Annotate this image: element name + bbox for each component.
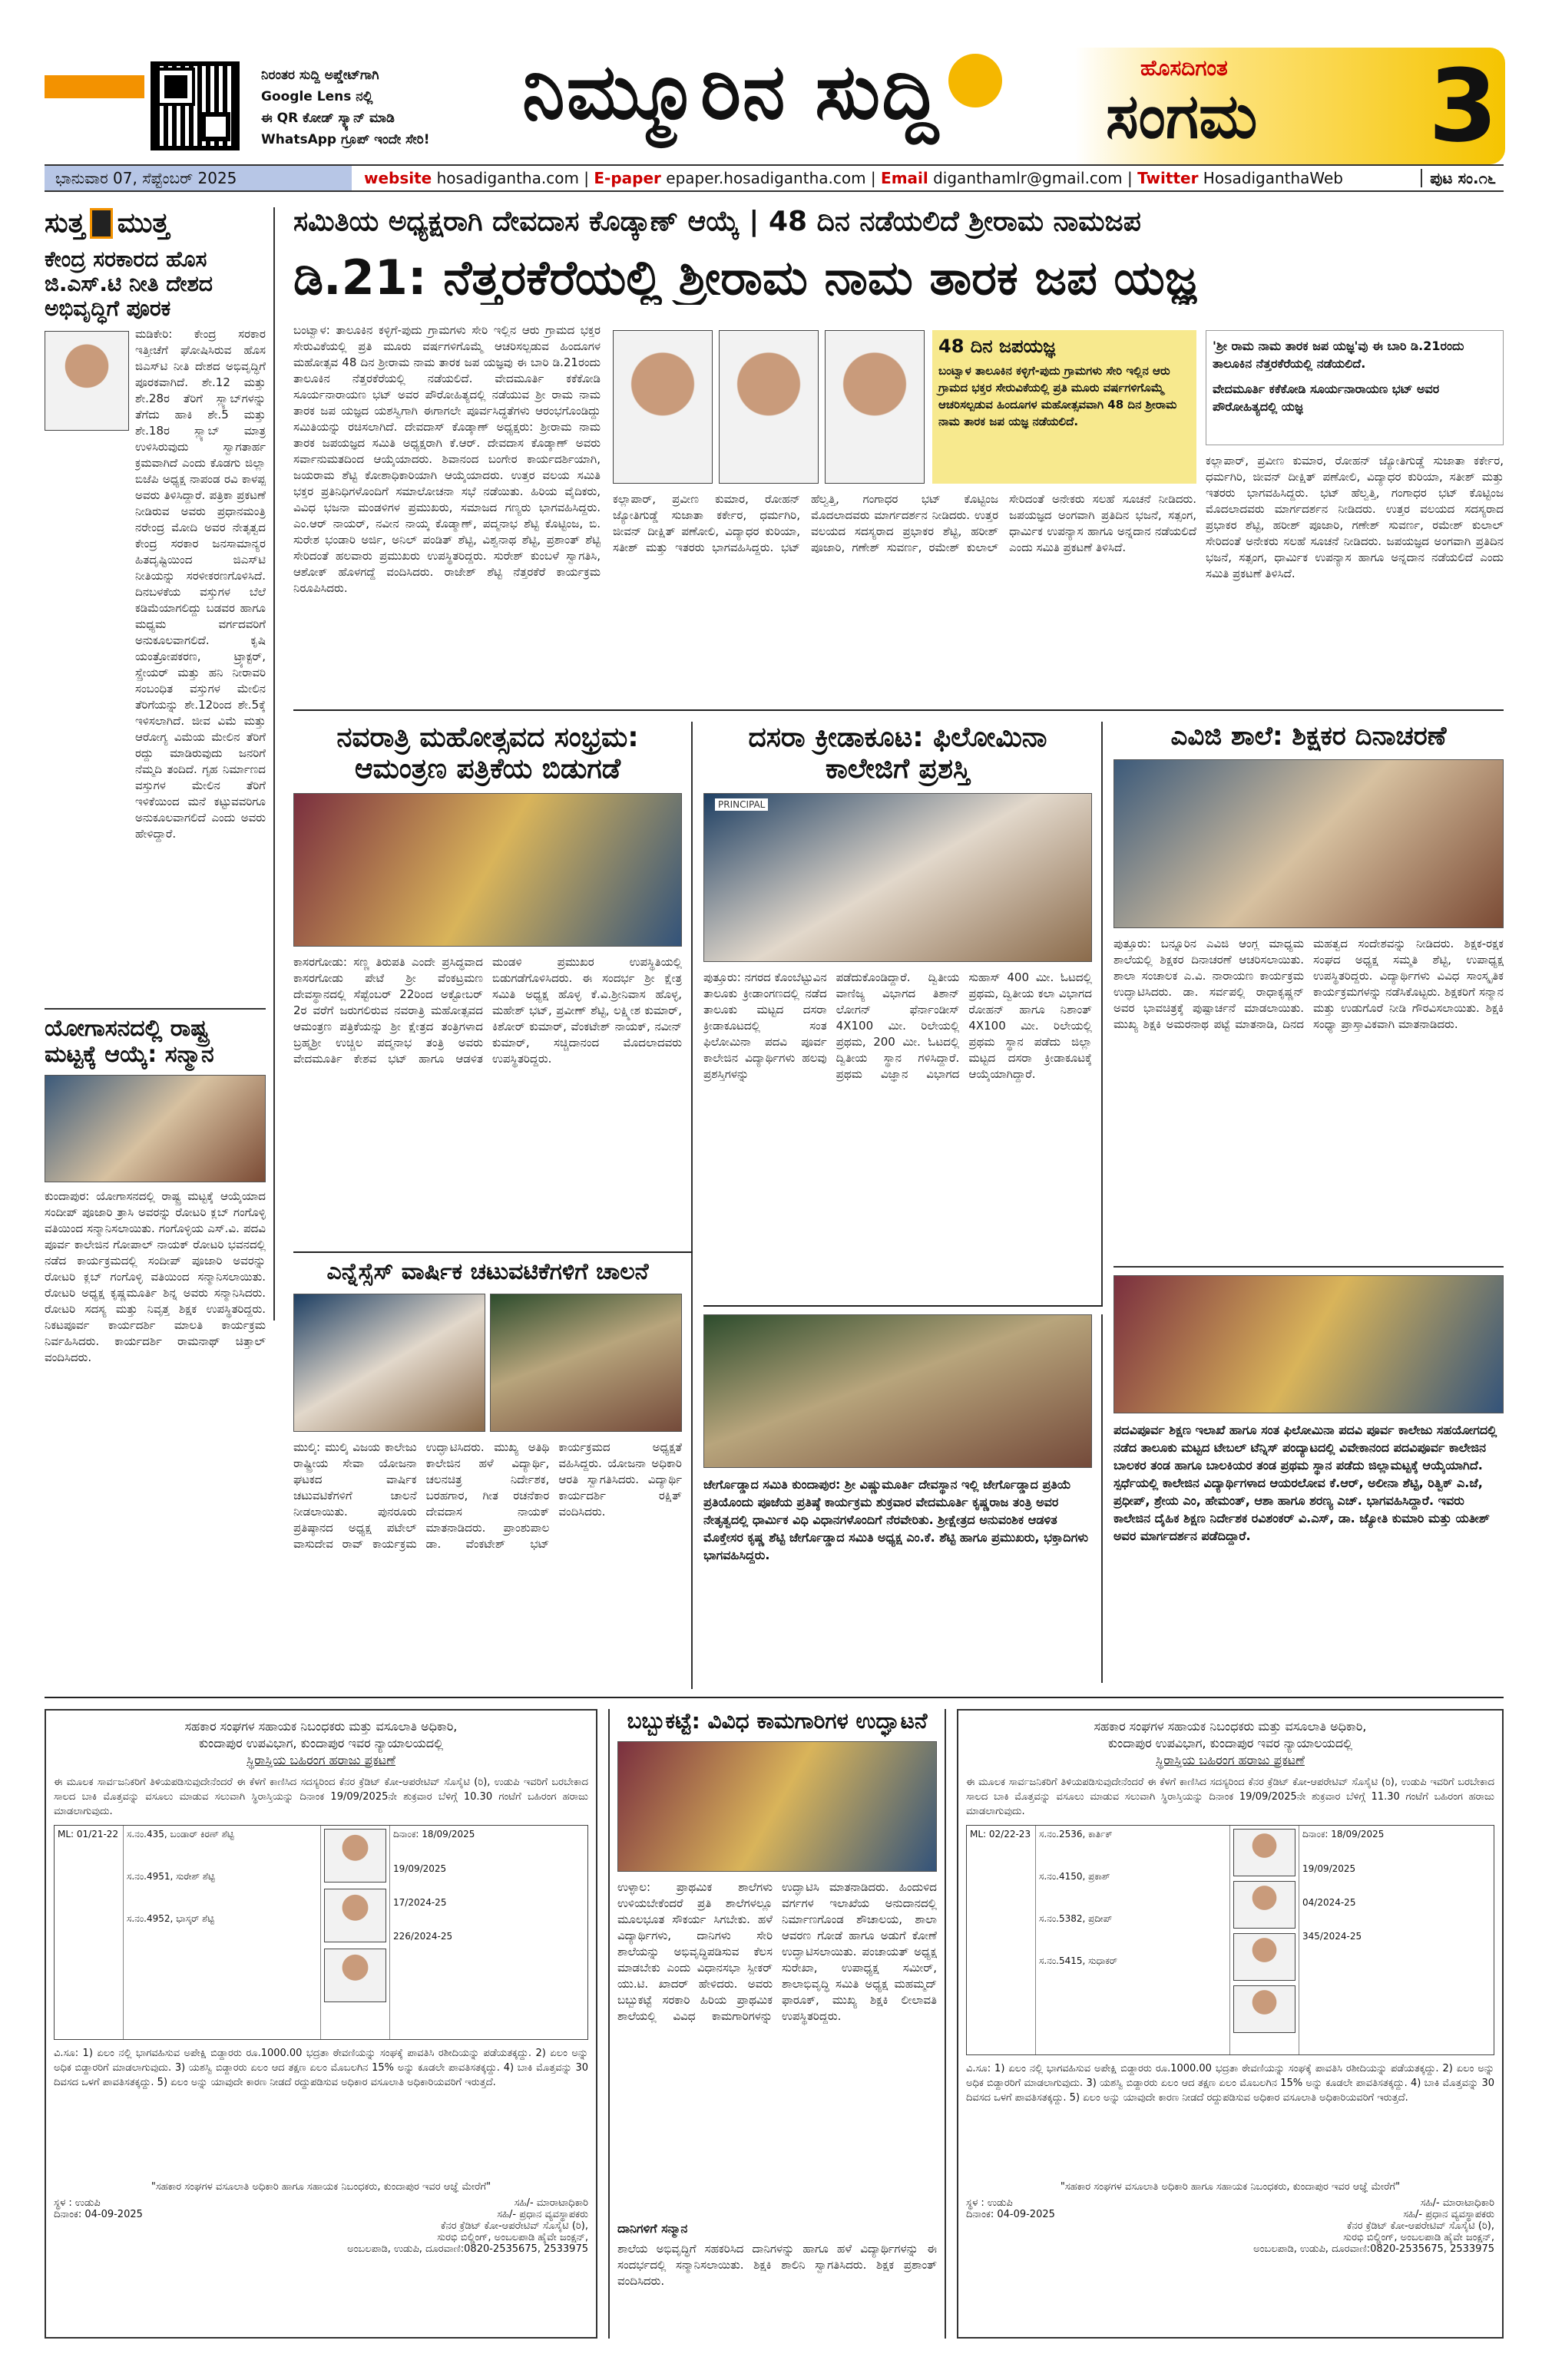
navaratri-headline: ನವರಾತ್ರಿ ಮಹೋತ್ಸವದ ಸಂಭ್ರಮ: ಆಮಂತ್ರಣ ಪತ್ರಿಕೆಯ ಬಿಡುಗಡೆ [336, 722, 639, 785]
ad2-row: ಸ.ನಂ.5382, ಪ್ರದೀಪ್ [1039, 1913, 1113, 1924]
dasara-story [703, 722, 1103, 1305]
ad1-details [390, 1826, 587, 2039]
bettu-subhead: ದಾನಿಗಳಿಗೆ ಸನ್ಮಾನ [617, 2221, 688, 2236]
ad2-place-date [966, 2197, 1055, 2255]
masthead-title: ನಿಮ್ಮೂರಿನ ಸುದ್ದಿ [522, 46, 940, 137]
ad2-case: ML: 02/22-23 [967, 1826, 1036, 2054]
puja-story [703, 1314, 1103, 1683]
borrower-photo [1233, 1933, 1295, 1981]
ad1-date-label: ದಿನಾಂಕ: 18/09/2025 [393, 1829, 475, 1840]
ad1-auction-date: 19/09/2025 [393, 1863, 447, 1874]
ad2-date: ದಿನಾಂಕ: 04-09-2025 [966, 2209, 1055, 2220]
brand-name: ಹೊಸದಿಗಂತ [1140, 55, 1228, 81]
ad1-row: ಸ.ನಂ.4951, ಸುರೇಶ್ ಶೆಟ್ಟಿ [127, 1871, 215, 1882]
bettu-subtext: ಶಾಲೆಯ ಅಭಿವೃದ್ಧಿಗೆ ಸಹಕರಿಸಿದ ದಾನಿಗಳನ್ನು ಹಾಗೂ ಹಳೆ ವಿದ್ಯಾರ್ಥಿಗಳನ್ನು ಈ ಸಂದರ್ಭದಲ್ಲಿ ಸನ್ಮಾನಿಸಲಾಯಿತು. ಶಿಕ್ಷಕಿ ಶಾಲಿನಿ ಸ್ವಾಗತಿಸಿದರು. ಶಿಕ್ಷಕ ಪ್ರಶಾಂತ್ ವಂದಿಸಿದರು. [617, 2241, 937, 2288]
ad2-place: ಸ್ಥಳ : ಉಡುಪಿ [966, 2197, 1013, 2209]
nss-photos [293, 1294, 682, 1432]
ad2-phone: ಅಂಬಲಪಾಡಿ, ಉಡುಪಿ, ದೂರವಾಣಿ:0820-2535675, 2533975 [1253, 2243, 1494, 2255]
ad1-terms: ವಿ.ಸೂ: 1) ಏಲಂ ನಲ್ಲಿ ಭಾಗವಹಿಸುವ ಅಪೇಕ್ಷಿ ಬಿಡ್ದಾರರು ರೂ.1000.00 ಭದ್ರತಾ ಠೇವಣಿಯನ್ನು ಸಂಘಕ್ಕೆ ಪಾವತಿಸಿ ರಶೀದಿಯನ್ನು ಪಡೆಯತಕ್ಕದ್ದು. 2) ಏಲಂ ಅನ್ನು ಅಧಿಕ ಬಿಡ್ದಾರರಿಗೆ ಮಾಡಲಾಗುವುದು. 3) ಯಶಸ್ವಿ ಬಿಡ್ದಾರರು ಏಲಂ ಆದ ತಕ್ಷಣ ಏಲಂ ಮೊಬಲಗಿನ 15% ಅನ್ನು ಕೂಡಲೇ ಪಾವತಿಸತಕ್ಕದ್ದು. 4) ಬಾಕಿ ಮೊತ್ತವನ್ನು 30 ದಿವಸದ ಒಳಗೆ ಪಾವತಿಸತಕ್ಕದ್ದು. 5) ಏಲಂ ಅನ್ನು ಯಾವುದೇ ಕಾರಣ ನೀಡದೆ ರದ್ದುಪಡಿಸುವ ಅಧಿಕಾರ ವಸೂಲಾತಿ ಅಧಿಕಾರಿಯವರಿಗೆ ಇರುತ್ತದೆ. [54, 2048, 588, 2088]
qr-code-icon[interactable] [151, 61, 240, 150]
portrait-1 [613, 330, 713, 484]
info-box [932, 330, 1196, 484]
tabletennis-photo [1113, 1275, 1504, 1413]
ad1-footer [54, 2197, 588, 2255]
borrower-photo [324, 1829, 386, 1883]
page-count: ಪುಟ ಸಂ.೧೬ [1421, 169, 1504, 187]
qr-line: Google Lens ನಲ್ಲಿ [261, 89, 373, 104]
ad1-case2: 17/2024-25 [393, 1897, 447, 1908]
info-box-title: 48 ದಿನ ಜಪಯಜ್ಞ [938, 336, 1056, 357]
navaratri-story [293, 722, 693, 1259]
borrower-photo [324, 1889, 386, 1942]
ad1-intro: ಈ ಮೂಲಕ ಸಾರ್ವಜನಿಕರಿಗೆ ತಿಳಿಯಪಡಿಸುವುದೇನೆಂದರೆ ಈ ಕೆಳಗೆ ಕಾಣಿಸಿದ ಸದಸ್ಯರಿಂದ ಕೆನರ ಕ್ರೆಡಿಟ್ ಕೋ-ಆಪರೇಟಿವ್ ಸೊಸೈಟಿ (ರಿ), ಉಡುಪಿ ಇವರಿಗೆ ಬರಬೇಕಾದ ಸಾಲದ ಬಾಕಿ ಮೊತ್ತವನ್ನು ವಸೂಲು ಮಾಡುವ ಸಲುವಾಗಿ ಸ್ಥಿರಾಸ್ತಿಯನ್ನು ದಿನಾಂಕ 19/09/2025ನೇ ಶುಕ್ರವಾರ ಬೆಳಿಗ್ಗೆ 10.30 ಗಂಟೆಗೆ ಬಹಿರಂಗ ಹರಾಜು ಮಾಡಲಾಗುವುದು. [54, 1777, 588, 1817]
qr-line: ನಿರಂತರ ಸುದ್ದಿ ಅಪ್ಡೇಟ್‌ಗಾಗಿ [261, 68, 379, 83]
header-accent-bar [45, 75, 144, 98]
story1-headline: ಕೇಂದ್ರ ಸರಕಾರದ ಹೊಸ ಜಿ.ಎಸ್.ಟಿ ನೀತಿ ದೇಶದ ಅಭಿವೃದ್ಧಿಗೆ ಪೂರಕ [45, 246, 213, 322]
ad1-place-date [54, 2197, 143, 2255]
ad2-sign1: ಸಹಿ/- ಮಾರಾಟಾಧಿಕಾರಿ [1420, 2197, 1494, 2209]
bullet-1: 'ಶ್ರೀ ರಾಮ ನಾಮ ತಾರಕ ಜಪ ಯಜ್ಞ'ವು ಈ ಬಾರಿ ಡಿ.21ರಂದು ತಾಲೂಕಿನ ನೆತ್ತರಕೆರೆಯಲ್ಲಿ ನಡೆಯಲಿದೆ. [1213, 339, 1464, 371]
ad1-sign1: ಸಹಿ/- ಮಾರಾಟಾಧಿಕಾರಿ [514, 2197, 588, 2209]
door-icon [90, 208, 113, 239]
borrower-photo [1233, 1985, 1295, 2033]
info-box-text: ಬಂಟ್ವಾಳ ತಾಲೂಕಿನ ಕಳ್ಳಿಗೆ-ಪುದು ಗ್ರಾಮಗಳು ಸೇರಿ ಇಲ್ಲಿನ ಆರು ಗ್ರಾಮದ ಭಕ್ತರ ಸೇರುವಿಕೆಯಲ್ಲಿ ಪ್ರತಿ ಮೂರು ವರ್ಷಗಳಿಗೊಮ್ಮೆ ಆಚರಿಸಲ್ಪಡುವ ಹಿಂದೂಗಳ ಮಹೋತ್ಸವವಾಗಿ 48 ದಿನ ಶ್ರೀರಾಮ ನಾಮ ತಾರಕ ಜಪ ಯಜ್ಞ ನಡೆಯಲಿದೆ. [938, 363, 1177, 428]
bullet-2: ವೇದಮೂರ್ತಿ ಕಕೆಕೋಡಿ ಸೂರ್ಯನಾರಾಯಣ ಭಟ್ ಅವರ ಪೌರೋಹಿತ್ಯದಲ್ಲಿ ಯಜ್ಞ [1213, 382, 1440, 414]
nss-headline: ಎನ್ನೆಸ್ಸೆಸ್ ವಾರ್ಷಿಕ ಚಟುವಟಿಕೆಗಳಿಗೆ ಚಾಲನೆ [326, 1258, 649, 1285]
puja-photo [703, 1314, 1092, 1468]
page-number: 3 [1428, 48, 1498, 164]
epaper-label: E-paper [594, 169, 661, 187]
author-portrait [45, 331, 129, 431]
ad1-signoff: "ಸಹಕಾರ ಸಂಘಗಳ ವಸೂಲಾತಿ ಅಧಿಕಾರಿ ಹಾಗೂ ಸಹಾಯಕ ನಿಬಂಧಕರು, ಕುಂದಾಪುರ ಇವರ ಆಜ್ಞೆ ಮೇರೆಗೆ" [151, 2181, 491, 2193]
ad1-title [54, 1718, 588, 1769]
ad2-title3: ಸ್ಥಿರಾಸ್ತಿಯ ಬಹಿರಂಗ ಹರಾಜು ಪ್ರಕಟಣೆ [1156, 1753, 1305, 1767]
ad1-date: ದಿನಾಂಕ: 04-09-2025 [54, 2209, 143, 2220]
portrait-2 [719, 330, 819, 484]
navaratri-body: ಕಾಸರಗೋಡು: ಸಣ್ಣ ತಿರುಪತಿ ಎಂದೇ ಪ್ರಸಿದ್ಧವಾದ ಕಾಸರಗೋಡು ಪೇಟೆ ಶ್ರೀ ವೆಂಕಟ್ರಮಣ ದೇವಸ್ಥಾನದಲ್ಲಿ ಸೆಪ್ಟೆಂಬರ್ 22ರಿಂದ ಅಕ್ಟೋಬರ್ 2ರ ವರೆಗೆ ಜರುಗಲಿರುವ ನವರಾತ್ರಿ ಮಹೋತ್ಸವದ ಆಮಂತ್ರಣ ಪತ್ರಿಕೆಯನ್ನು ಶ್ರೀ ಕ್ಷೇತ್ರದ ತಂತ್ರಿಗಳಾದ ಬ್ರಹ್ಮಶ್ರೀ ಉಚ್ಚಿಲ ಪದ್ಮನಾಭ ತಂತ್ರಿ ಅವರು ವೇದಮೂರ್ತಿ ಕೇಶವ ಭಟ್ ಹಾಗೂ ಆಡಳಿತ ಮಂಡಳಿ ಪ್ರಮುಖರ ಉಪಸ್ಥಿತಿಯಲ್ಲಿ ಬಿಡುಗಡೆಗೊಳಿಸಿದರು. ಈ ಸಂದರ್ಭ ಶ್ರೀ ಕ್ಷೇತ್ರ ಸಮಿತಿ ಅಧ್ಯಕ್ಷ ಹೊಳ್ಳ ಕೆ.ವಿ.ಶ್ರೀನಿವಾಸ ಹೊಳ್ಳ, ಮಹೇಶ್ ಭಟ್, ಪ್ರವೀಣ್ ಶೆಟ್ಟಿ, ಲಕ್ಷ್ಮೀಶ ಕುಮಾರ್, ಕಿಶೋರ್ ಕುಮಾರ್, ವೆಂಕಟೇಶ್ ನಾಯಕ್, ನವೀನ್ ಕುಮಾರ್, ಸಚ್ಚಿದಾನಂದ ಮೊದಲಾದವರು ಉಪಸ್ಥಿತರಿದ್ದರು. [293, 954, 682, 1066]
borrower-photo [324, 1949, 386, 2002]
ad2-details [1299, 1826, 1494, 2054]
ad2-auction-date: 19/09/2025 [1302, 1863, 1356, 1874]
ad2-signoff: "ಸಹಕಾರ ಸಂಘಗಳ ವಸೂಲಾತಿ ಅಧಿಕಾರಿ ಹಾಗೂ ಸಹಾಯಕ ನಿಬಂಧಕರು, ಕುಂದಾಪುರ ಇವರ ಆಜ್ಞೆ ಮೇರೆಗೆ" [1060, 2181, 1401, 2193]
ad2-signatures [1253, 2197, 1494, 2255]
website-link[interactable]: hosadigantha.com [436, 169, 579, 187]
borrower-photo [1233, 1881, 1295, 1929]
lead-body: ಬಂಟ್ವಾಳ: ತಾಲೂಕಿನ ಕಳ್ಳಿಗೆ-ಪುದು ಗ್ರಾಮಗಳು ಸೇರಿ ಇಲ್ಲಿನ ಆರು ಗ್ರಾಮದ ಭಕ್ತರ ಸೇರುವಿಕೆಯಲ್ಲಿ ಪ್ರತಿ ಮೂರು ವರ್ಷಗಳಿಗೊಮ್ಮೆ ಆಚರಿಸಲ್ಪಡುವ ಹಿಂದೂಗಳ ಮಹೋತ್ಸವ 48 ದಿನ ಶ್ರೀರಾಮ ನಾಮ ತಾರಕ ಜಪ ಯಜ್ಞವು ಈ ಬಾರಿ ಡಿ.21ರಂದು ತಾಲೂಕಿನ ನೆತ್ತರಕೆರೆಯಲ್ಲಿ ನಡೆಯಲಿದೆ. ವೇದಮೂರ್ತಿ ಕಕೆಕೋಡಿ ಸೂರ್ಯನಾರಾಯಣ ಭಟ್ ಅವರ ಪೌರೋಹಿತ್ಯದಲ್ಲಿ ನಡೆಯುವ ಶ್ರೀ ರಾಮ ನಾಮ ತಾರಕ ಜಪ ಯಜ್ಞದ ಯಶಸ್ವಿಗಾಗಿ ಈಗಾಗಲೇ ಪೂರ್ವಸಿದ್ಧತೆಗಳು ಆರಂಭಗೊಂಡಿದ್ದು ಸಮಿತಿಯನ್ನು ರಚಿಸಲಾಗಿದೆ. ದೇವದಾಸ್ ಕೊಡ್ಕಾಣ್ ಅಧ್ಯಕ್ಷರು: ಶ್ರೀರಾಮ ನಾಮ ತಾರಕ ಜಪಯಜ್ಞದ ಸಮಿತಿ ಅಧ್ಯಕ್ಷರಾಗಿ ಕೆ.ಆರ್. ದೇವದಾಸ ಕೊಡ್ಕಾಣ್ ಅವರು ಸರ್ವಾನುಮತದಿಂದ ಆಯ್ಕೆಯಾದರು. ಶಿವಾನಂದ ಬಂಗೇರ ಕಾರ್ಯದರ್ಶಿಯಾಗಿ, ಜಯರಾಮ ಶೆಟ್ಟಿ ಕೋಶಾಧಿಕಾರಿಯಾಗಿ ಆಯ್ಕೆಯಾದರು. ಉತ್ತರ ವಲಯ ಸಮಿತಿ ಭಕ್ತರ ಪ್ರತಿನಿಧಿಗಳೊಂದಿಗೆ ಸಮಾಲೋಚನಾ ಸಭೆ ನಡೆಯಿತು. ಹಿರಿಯ ವೈದಿಕರು, ವಿವಿಧ ಭಜನಾ ಮಂಡಳಿಗಳ ಪ್ರಮುಖರು, ಸಮಾಜದ ಗಣ್ಯರು ಭಾಗವಹಿಸಿದ್ದರು. ಎಂ.ಆರ್ ನಾಯರ್, ನವೀನ ನಾಯ್ಕ ಕೊಡ್ಮಾಣ್, ಪದ್ಮನಾಭ ಶೆಟ್ಟಿ ಕೊಟ್ಟಿಂಜ, ಬಿ. ಸುರೇಶ ಭಂಡಾರಿ ಅರ್ಜಿ, ಅನಿಲ್ ಪಂಡಿತ್ ಶೆಟ್ಟಿ, ವಿಶ್ವನಾಥ ಶೆಟ್ಟಿ, ಪ್ರಶಾಂತ್ ಶೆಟ್ಟಿ ಸೇರಿದಂತೆ ಹಲವಾರು ಪ್ರಮುಖರು ಉಪಸ್ಥಿತರಿದ್ದರು. ಸುರೇಶ್ ಕುಂಬಳೆ ಸ್ವಾಗತಿಸಿ, ಆಶೋಕ್ ಹೊಳಗದ್ದೆ ವಂದಿಸಿದರು. ರಾಜೇಶ್ ಶೆಟ್ಟಿ ನೆತ್ತರಕೆರೆ ಕಾರ್ಯಕ್ರಮ ನಿರೂಪಿಸಿದರು. [293, 323, 601, 595]
email-link[interactable]: diganthamlr@gmail.com [933, 169, 1123, 187]
section-title-b: ಮುತ್ತ [117, 207, 170, 239]
website-label: website [364, 169, 432, 187]
ad2-row: ಸ.ನಂ.2536, ಕಾರ್ತಿಕ್ [1039, 1829, 1113, 1840]
ad2-row: ಸ.ನಂ.5415, ಸುಧಾಕರ್ [1039, 1955, 1117, 1966]
avg-headline: ಎವಿಜಿ ಶಾಲೆ: ಶಿಕ್ಷಕರ ದಿನಾಚರಣೆ [1170, 721, 1447, 752]
email-label: Email [881, 169, 928, 187]
date-bar [45, 164, 1504, 192]
avg-story [1113, 722, 1504, 1681]
ad2-society: ಕೆನರ ಕ್ರೆಡಿಟ್ ಕೋ-ಆಪರೇಟಿವ್ ಸೊಸೈಟಿ (ರಿ), [1347, 2220, 1494, 2232]
ad1-sign2: ಸಹಿ/- ಪ್ರಧಾನ ವ್ಯವಸ್ಥಾಪಕರು [497, 2209, 588, 2220]
twitter-link[interactable]: HosadiganthaWeb [1203, 169, 1344, 187]
ad1-signatures [347, 2197, 588, 2255]
ad2-date-label: ದಿನಾಂಕ: 18/09/2025 [1302, 1829, 1385, 1840]
lead-kicker [293, 206, 1504, 246]
ad2-footer [966, 2197, 1494, 2255]
bettu-headline: ಬಬ್ಬುಕಟ್ಟೆ: ವಿವಿಧ ಕಾಮಗಾರಿಗಳ ಉದ್ಘಾಟನೆ [627, 1708, 928, 1734]
lead-headline: ಡಿ.21: ನೆತ್ತರಕೆರೆಯಲ್ಲಿ ಶ್ರೀರಾಮ ನಾಮ ತಾರಕ ಜಪ ಯಜ್ಞ [293, 250, 1197, 306]
contact-line: website hosadigantha.com | E-paper epaper.hosadigantha.com | Email diganthamlr@gmail.com | Twitter HosadiganthaWeb [364, 169, 1344, 187]
bettu-photo [617, 1741, 937, 1872]
epaper-link[interactable]: epaper.hosadigantha.com [666, 169, 866, 187]
auction-notice-2 [957, 1709, 1504, 2339]
dasara-headline: ದಸರಾ ಕ್ರೀಡಾಕೂಟ: ಫಿಲೋಮಿನಾ ಕಾಲೇಜಿಗೆ ಪ್ರಶಸ್ತಿ [748, 722, 1047, 785]
ad1-title3: ಸ್ಥಿರಾಸ್ತಿಯ ಬಹಿರಂಗ ಹರಾಜು ಪ್ರಕಟಣೆ [247, 1753, 395, 1767]
ad1-place: ಸ್ಥಳ : ಉಡುಪಿ [54, 2197, 101, 2209]
ad1-row: ಸ.ನಂ.4952, ಭಾಸ್ಕರ್ ಶೆಟ್ಟಿ [127, 1913, 214, 1924]
ad1-phone: ಅಂಬಲಪಾಡಿ, ಉಡುಪಿ, ದೂರವಾಣಿ:0820-2535675, 2533975 [347, 2243, 588, 2255]
bettu-story [608, 1709, 946, 2339]
ad1-table [54, 1825, 588, 2040]
twitter-label: Twitter [1137, 169, 1199, 187]
nss-story [293, 1259, 693, 1689]
borrower-photo [1233, 1829, 1295, 1876]
ad2-row: ಸ.ನಂ.4150, ಪ್ರಕಾಶ್ [1039, 1871, 1110, 1882]
portrait-3 [825, 330, 925, 484]
ad2-title2: ಕುಂದಾಪುರ ಉಪವಿಭಾಗ, ಕುಂದಾಪುರ ಇವರ ನ್ಯಾಯಾಲಯದಲ್ಲಿ [1107, 1736, 1353, 1750]
supplement-name: ಸಂಗಮ [1106, 80, 1258, 152]
dasara-body: ಪುತ್ತೂರು: ನಗರದ ಕೊಂಬೆಟ್ಟುವಿನ ತಾಲೂಕು ಕ್ರೀಡಾಂಗಣದಲ್ಲಿ ನಡೆದ ತಾಲೂಕು ಮಟ್ಟದ ದಸರಾ ಕ್ರೀಡಾಕೂಟದಲ್ಲಿ ಸಂತ ಫಿಲೋಮಿನಾ ಪದವಿ ಪೂರ್ವ ಕಾಲೇಜಿನ ವಿದ್ಯಾರ್ಥಿಗಳು ಹಲವು ಪ್ರಶಸ್ತಿಗಳನ್ನು ಪಡೆದುಕೊಂಡಿದ್ದಾರೆ. ದ್ವಿತೀಯ ವಾಣಿಜ್ಯ ವಿಭಾಗದ ತಿಶಾನ್ ಲೋಗನ್ ಫೆರ್ನಾಂಡೀಸ್ 4X100 ಮೀ. ರಿಲೇಯಲ್ಲಿ ಪ್ರಥಮ, 200 ಮೀ. ಓಟದಲ್ಲಿ ದ್ವಿತೀಯ ಸ್ಥಾನ ಗಳಿಸಿದ್ದಾರೆ. ಪ್ರಥಮ ವಿಜ್ಞಾನ ವಿಭಾಗದ ಸುಹಾಸ್ 400 ಮೀ. ಓಟದಲ್ಲಿ ಪ್ರಥಮ, ದ್ವಿತೀಯ ಕಲಾ ವಿಭಾಗದ ರೋಹನ್ ಹಾಗೂ ನಿಶಾಂತ್ 4X100 ಮೀ. ರಿಲೇಯಲ್ಲಿ ಪ್ರಥಮ ಸ್ಥಾನ ಪಡೆದು ಜಿಲ್ಲಾ ಮಟ್ಟದ ದಸರಾ ಕ್ರೀಡಾಕೂಟಕ್ಕೆ ಆಯ್ಕೆಯಾಗಿದ್ದಾರೆ. [703, 970, 1092, 1081]
ad2-case2: 04/2024-25 [1302, 1897, 1356, 1908]
nss-body: ಮುಲ್ಕಿ: ಮುಲ್ಕಿ ವಿಜಯ ಕಾಲೇಜು ರಾಷ್ಟ್ರೀಯ ಸೇವಾ ಯೋಜನಾ ಘಟಕದ ವಾರ್ಷಿಕ ಚಟುವಟಿಕೆಗಳಿಗೆ ಚಾಲನೆ ನೀಡಲಾಯಿತು. ಪುನರೂರು ಪ್ರತಿಷ್ಠಾನದ ಅಧ್ಯಕ್ಷ ಪಟೇಲ್ ವಾಸುದೇವ ರಾವ್ ಕಾರ್ಯಕ್ರಮ ಉದ್ಘಾಟಿಸಿದರು. ಮುಖ್ಯ ಅತಿಥಿ ಕಾಲೇಜಿನ ಹಳೆ ವಿದ್ಯಾರ್ಥಿ, ಚಲನಚಿತ್ರ ನಿರ್ದೇಶಕ, ಬರಹಗಾರ, ಗೀತ ರಚನೆಕಾರ ದೇವದಾಸ ನಾಯಕ್ ಮಾತನಾಡಿದರು. ಪ್ರಾಂಶುಪಾಲ ಡಾ. ವೆಂಕಟೇಶ್ ಭಟ್ ಕಾರ್ಯಕ್ರಮದ ಅಧ್ಯಕ್ಷತೆ ವಹಿಸಿದ್ದರು. ಯೋಜನಾ ಅಧಿಕಾರಿ ಆರತಿ ಸ್ವಾಗತಿಸಿದರು. ವಿದ್ಯಾರ್ಥಿ ಕಾರ್ಯದರ್ಶಿ ರಕ್ಷಿತ್ ವಂದಿಸಿದರು. [293, 1440, 682, 1551]
principal-sign: PRINCIPAL [715, 798, 768, 811]
ad1-portraits [321, 1826, 390, 2039]
ad2-intro: ಈ ಮೂಲಕ ಸಾರ್ವಜನಿಕರಿಗೆ ತಿಳಿಯಪಡಿಸುವುದೇನೆಂದರೆ ಈ ಕೆಳಗೆ ಕಾಣಿಸಿದ ಸದಸ್ಯರಿಂದ ಕೆನರ ಕ್ರೆಡಿಟ್ ಕೋ-ಆಪರೇಟಿವ್ ಸೊಸೈಟಿ (ರಿ), ಉಡುಪಿ ಇವರಿಗೆ ಬರಬೇಕಾದ ಸಾಲದ ಬಾಕಿ ಮೊತ್ತವನ್ನು ವಸೂಲು ಮಾಡುವ ಸಲುವಾಗಿ ಸ್ಥಿರಾಸ್ತಿಯನ್ನು ದಿನಾಂಕ 19/09/2025ನೇ ಶುಕ್ರವಾರ ಬೆಳಿಗ್ಗೆ 11.30 ಗಂಟೆಗೆ ಬಹಿರಂಗ ಹರಾಜು ಮಾಡಲಾಗುವುದು. [966, 1777, 1494, 1817]
ad2-terms: ವಿ.ಸೂ: 1) ಏಲಂ ನಲ್ಲಿ ಭಾಗವಹಿಸುವ ಅಪೇಕ್ಷಿ ಬಿಡ್ದಾರರು ರೂ.1000.00 ಭದ್ರತಾ ಠೇವಣಿಯನ್ನು ಸಂಘಕ್ಕೆ ಪಾವತಿಸಿ ರಶೀದಿಯನ್ನು ಪಡೆಯತಕ್ಕದ್ದು. 2) ಏಲಂ ಅನ್ನು ಅಧಿಕ ಬಿಡ್ದಾರರಿಗೆ ಮಾಡಲಾಗುವುದು. 3) ಯಶಸ್ವಿ ಬಿಡ್ದಾರರು ಏಲಂ ಆದ ತಕ್ಷಣ ಏಲಂ ಮೊಬಲಗಿನ 15% ಅನ್ನು ಕೂಡಲೇ ಪಾವತಿಸತಕ್ಕದ್ದು. 4) ಬಾಕಿ ಮೊತ್ತವನ್ನು 30 ದಿವಸದ ಒಳಗೆ ಪಾವತಿಸತಕ್ಕದ್ದು. 5) ಏಲಂ ಅನ್ನು ಯಾವುದೇ ಕಾರಣ ನೀಡದೆ ರದ್ದುಪಡಿಸುವ ಅಧಿಕಾರ ವಸೂಲಾತಿ ಅಧಿಕಾರಿಯವರಿಗೆ ಇರುತ್ತದೆ. [966, 2063, 1494, 2104]
ad2-table [966, 1825, 1494, 2055]
avg-body: ಪುತ್ತೂರು: ಬನ್ನೂರಿನ ಎವಿಜಿ ಆಂಗ್ಲ ಮಾಧ್ಯಮ ಶಾಲೆಯಲ್ಲಿ ಶಿಕ್ಷಕರ ದಿನಾಚರಣೆ ಆಚರಿಸಲಾಯಿತು. ಶಾಲಾ ಸಂಚಾಲಕ ಎ.ವಿ. ನಾರಾಯಣ ಕಾರ್ಯಕ್ರಮ ಉದ್ಘಾಟಿಸಿದರು. ಡಾ. ಸರ್ವಪಲ್ಲಿ ರಾಧಾಕೃಷ್ಣನ್ ಅವರ ಭಾವಚಿತ್ರಕ್ಕೆ ಪುಷ್ಪಾರ್ಚನೆ ಮಾಡಲಾಯಿತು. ಮುಖ್ಯ ಶಿಕ್ಷಕಿ ಅಮರನಾಥ ಪಟ್ಟೆ ಮಾತನಾಡಿ, ದಿನದ ಮಹತ್ವದ ಸಂದೇಶವನ್ನು ನೀಡಿದರು. ಶಿಕ್ಷಕ-ರಕ್ಷಕ ಸಂಘದ ಅಧ್ಯಕ್ಷ ಸಮ್ಮತಿ ಶೆಟ್ಟಿ, ಉಪಾಧ್ಯಕ್ಷ ಉಪಸ್ಥಿತರಿದ್ದರು. ವಿದ್ಯಾರ್ಥಿಗಳು ವಿವಿಧ ಸಾಂಸ್ಕೃತಿಕ ಕಾರ್ಯಕ್ರಮಗಳನ್ನು ನಡೆಸಿಕೊಟ್ಟರು. ಶಿಕ್ಷಕರಿಗೆ ಸನ್ಮಾನ ಮತ್ತು ಉಡುಗೊರೆ ನೀಡಿ ಗೌರವಿಸಲಾಯಿತು. ಶಿಕ್ಷಕಿ ಸಂಧ್ಯಾ ಪ್ರಾಸ್ತಾವಿಕವಾಗಿ ಮಾತನಾಡಿದರು. [1113, 937, 1504, 1032]
lead-body-continued: ಕಲ್ಲಾಪಾರ್, ಪ್ರವೀಣ ಕುಮಾರ, ರೋಹನ್ ಜ್ಯೋತಿಗುಡ್ಡೆ ಸುಜಾತಾ ಕರ್ಕೇರ, ಧರ್ಮಗಿರಿ, ಜೀವನ್ ದೀಕ್ಷಿತ್ ಪಣೋಲಿ, ವಿದ್ಯಾಧರ ಕುರಿಯಾ, ಸತೀಶ್ ಮತ್ತು ಇತರರು ಭಾಗವಹಿಸಿದ್ದರು. ಭಟ್ ಹೆಲ್ವತ್ತಿ, ಗಂಗಾಧರ ಭಟ್ ಕೊಟ್ಟಿಂಜ ಮೊದಲಾದವರು ಮಾರ್ಗದರ್ಶನ ನೀಡಿದರು. ಉತ್ತರ ವಲಯದ ಸದಸ್ಯರಾದ ಪ್ರಭಾಕರ ಶೆಟ್ಟಿ, ಹರೀಶ್ ಪೂಜಾರಿ, ಗಣೇಶ್ ಸುವರ್ಣ, ರಮೇಶ್ ಕುಲಾಲ್ ಸೇರಿದಂತೆ ಅನೇಕರು ಸಲಹೆ ಸೂಚನೆ ನೀಡಿದರು. ಜಪಯಜ್ಞದ ಅಂಗವಾಗಿ ಪ್ರತಿದಿನ ಭಜನೆ, ಸತ್ಸಂಗ, ಧಾರ್ಮಿಕ ಉಪನ್ಯಾಸ ಹಾಗೂ ಅನ್ನದಾನ ನಡೆಯಲಿದೆ ಎಂದು ಸಮಿತಿ ಪ್ರಕಟಣೆ ತಿಳಿಸಿದೆ. [613, 492, 1196, 554]
ad1-society: ಕೆನರ ಕ್ರೆಡಿಟ್ ಕೋ-ಆಪರೇಟಿವ್ ಸೊಸೈಟಿ (ರಿ), [441, 2220, 588, 2232]
ad1-row: ಸ.ನಂ.435, ಬಂಡಾರ್ ಕಿರಣ್ ಶೆಟ್ಟಿ [127, 1829, 234, 1840]
lead-side-body: ಕಲ್ಲಾಪಾರ್, ಪ್ರವೀಣ ಕುಮಾರ, ರೋಹನ್ ಜ್ಯೋತಿಗುಡ್ಡೆ ಸುಜಾತಾ ಕರ್ಕೇರ, ಧರ್ಮಗಿರಿ, ಜೀವನ್ ದೀಕ್ಷಿತ್ ಪಣೋಲಿ, ವಿದ್ಯಾಧರ ಕುರಿಯಾ, ಸತೀಶ್ ಮತ್ತು ಇತರರು ಭಾಗವಹಿಸಿದ್ದರು. ಭಟ್ ಹೆಲ್ವತ್ತಿ, ಗಂಗಾಧರ ಭಟ್ ಕೊಟ್ಟಿಂಜ ಮೊದಲಾದವರು ಮಾರ್ಗದರ್ಶನ ನೀಡಿದರು. ಉತ್ತರ ವಲಯದ ಸದಸ್ಯರಾದ ಪ್ರಭಾಕರ ಶೆಟ್ಟಿ, ಹರೀಶ್ ಪೂಜಾರಿ, ಗಣೇಶ್ ಸುವರ್ಣ, ರಮೇಶ್ ಕುಲಾಲ್ ಸೇರಿದಂತೆ ಅನೇಕರು ಸಲಹೆ ಸೂಚನೆ ನೀಡಿದರು. ಜಪಯಜ್ಞದ ಅಂಗವಾಗಿ ಪ್ರತಿದಿನ ಭಜನೆ, ಸತ್ಸಂಗ, ಧಾರ್ಮಿಕ ಉಪನ್ಯಾಸ ಹಾಗೂ ಅನ್ನದಾನ ನಡೆಯಲಿದೆ ಎಂದು ಸಮಿತಿ ಪ್ರಕಟಣೆ ತಿಳಿಸಿದೆ. [1206, 454, 1504, 580]
ad2-address: ಸುರಭಿ ಬಿಲ್ಡಿಂಗ್, ಅಂಬಲಪಾಡಿ ಹೈವೇ ಜಂಕ್ಷನ್, [1343, 2232, 1494, 2243]
ad1-rows [124, 1826, 321, 2039]
yoga-photo [45, 1075, 266, 1182]
section-title [45, 207, 266, 240]
auction-notice-1 [45, 1709, 597, 2339]
qr-line: WhatsApp ಗ್ರೂಪ್ ಇಂದೇ ಸೇರಿ! [261, 132, 430, 147]
qr-promo [261, 64, 515, 150]
ad1-address: ಸುರಭಿ ಬಿಲ್ಡಿಂಗ್, ಅಂಬಲಪಾಡಿ ಹೈವೇ ಜಂಕ್ಷನ್, [437, 2232, 588, 2243]
bettu-body: ಉಳ್ಳಾಲ: ಪ್ರಾಥಮಿಕ ಶಾಲೆಗಳು ಉಳಿಯಬೇಕೆಂದರೆ ಪ್ರತಿ ಶಾಲೆಗಳಲ್ಲೂ ಮೂಲಭೂತ ಸೌಕರ್ಯ ಸಿಗಬೇಕು. ಹಳೆ ವಿದ್ಯಾರ್ಥಿಗಳು, ದಾನಿಗಳು ಸೇರಿ ಶಾಲೆಯನ್ನು ಅಭಿವೃದ್ಧಿಪಡಿಸುವ ಕೆಲಸ ಮಾಡಬೇಕು ಎಂದು ವಿಧಾನಸಭಾ ಸ್ಪೀಕರ್ ಯು.ಟಿ. ಖಾದರ್ ಹೇಳಿದರು. ಅವರು ಬಬ್ಬುಕಟ್ಟೆ ಸರಕಾರಿ ಹಿರಿಯ ಪ್ರಾಥಮಿಕ ಶಾಲೆಯಲ್ಲಿ ವಿವಿಧ ಕಾಮಗಾರಿಗಳನ್ನು ಉದ್ಘಾಟಿಸಿ ಮಾತನಾಡಿದರು. ಹಿಂದುಳಿದ ವರ್ಗಗಳ ಇಲಾಖೆಯ ಅನುದಾನದಲ್ಲಿ ನಿರ್ಮಾಣಗೊಂಡ ಶೌಚಾಲಯ, ಶಾಲಾ ಆವರಣ ಗೋಡೆ ಹಾಗೂ ಅಡುಗೆ ಕೋಣೆ ಉದ್ಘಾಟಿಸಲಾಯಿತು. ಪಂಚಾಯತ್ ಅಧ್ಯಕ್ಷ ಸುರೇಖಾ, ಉಪಾಧ್ಯಕ್ಷ ಸಮೀರ್, ಶಾಲಾಭಿವೃದ್ಧಿ ಸಮಿತಿ ಅಧ್ಯಕ್ಷ ಮಹಮ್ಮದ್ ಫಾರೂಕ್, ಮುಖ್ಯ ಶಿಕ್ಷಕಿ ಲೀಲಾವತಿ ಉಪಸ್ಥಿತರಿದ್ದರು. [617, 1880, 937, 2024]
ad1-title1: ಸಹಕಾರ ಸಂಘಗಳ ಸಹಾಯಕ ನಿಬಂಧಕರು ಮತ್ತು ವಸೂಲಾತಿ ಅಧಿಕಾರಿ, [184, 1719, 458, 1734]
tabletennis-caption: ಪದವಿಪೂರ್ವ ಶಿಕ್ಷಣ ಇಲಾಖೆ ಹಾಗೂ ಸಂತ ಫಿಲೋಮಿನಾ ಪದವಿ ಪೂರ್ವ ಕಾಲೇಜು ಸಹಯೋಗದಲ್ಲಿ ನಡೆದ ತಾಲೂಕು ಮಟ್ಟದ ಟೇಬಲ್ ಟೆನ್ನಿಸ್ ಪಂದ್ಯಾಟದಲ್ಲಿ ವಿವೇಕಾನಂದ ಪದವಿಪೂರ್ವ ಕಾಲೇಜಿನ ಬಾಲಕರ ತಂಡ ಹಾಗೂ ಬಾಲಕಿಯರ ತಂಡ ಪ್ರಥಮ ಸ್ಥಾನ ಪಡೆದು ಜಿಲ್ಲಾಮಟ್ಟಕ್ಕೆ ಆಯ್ಕೆಯಾಗಿದೆ. ಸ್ಪರ್ಧೆಯಲ್ಲಿ ಕಾಲೇಜಿನ ವಿದ್ಯಾರ್ಥಿಗಳಾದ ಆಯರಲೋವ ಕೆ.ಆರ್, ಅಲೀನಾ ಶೆಟ್ಟಿ, ರಿತ್ವಿಕ್ ಎ.ಜೆ, ಪ್ರಧೀಪ್, ಶ್ರೇಯ ಎಂ, ಹೇಮಂತ್, ಆಶಾ ಹಾಗೂ ಶರಣ್ಯ ಎಚ್. ಭಾಗವಹಿಸಿದ್ದಾರೆ. ಇವರು ಕಾಲೇಜಿನ ದೈಹಿಕ ಶಿಕ್ಷಣ ನಿರ್ದೇಶಕ ರವಿಶಂಕರ್ ವಿ.ಎಸ್, ಡಾ. ಜ್ಯೋತಿ ಕುಮಾರಿ ಮತ್ತು ಯತೀಶ್ ಅವರ ಮಾರ್ಗದರ್ಶನ ಪಡೆದಿದ್ದಾರೆ. [1113, 1423, 1497, 1544]
qr-line: ಈ QR ಕೋಡ್ ಸ್ಕ್ಯಾನ್ ಮಾಡಿ [261, 111, 395, 126]
ad2-case3: 345/2024-25 [1302, 1931, 1362, 1942]
lead-kicker-text: ಸಮಿತಿಯ ಅಧ್ಯಕ್ಷರಾಗಿ ದೇವದಾಸ ಕೊಡ್ಕಾಣ್ ಆಯ್ಕೆ | 48 ದಿನ ನಡೆಯಲಿದೆ ಶ್ರೀರಾಮ ನಾಮಜಪ [293, 206, 1141, 237]
section-title-a: ಸುತ್ತ [45, 207, 85, 239]
ad2-title1: ಸಹಕಾರ ಸಂಘಗಳ ಸಹಾಯಕ ನಿಬಂಧಕರು ಮತ್ತು ವಸೂಲಾತಿ ಅಧಿಕಾರಿ, [1094, 1719, 1367, 1734]
story2-body: ಕುಂದಾಪುರ: ಯೋಗಾಸನದಲ್ಲಿ ರಾಷ್ಟ್ರ ಮಟ್ಟಕ್ಕೆ ಆಯ್ಕೆಯಾದ ಸಂದೀಪ್ ಪೂಜಾರಿ ತ್ರಾಸಿ ಅವರನ್ನು ರೋಟರಿ ಕ್ಲಬ್ ಗಂಗೊಳ್ಳಿ ವತಿಯಿಂದ ಸನ್ಮಾನಿಸಲಾಯಿತು. ಗಂಗೊಳ್ಳಿಯ ಎಸ್.ವಿ. ಪದವಿ ಪೂರ್ವ ಕಾಲೇಜಿನ ಗೋಪಾಲ್ ನಾಯಕ್ ರೋಟರಿ ಭವನದಲ್ಲಿ ನಡೆದ ಕಾರ್ಯಕ್ರಮದಲ್ಲಿ ಸಂದೀಪ್ ಪೂಜಾರಿ ಅವರನ್ನು ರೋಟರಿ ಕ್ಲಬ್ ಗಂಗೊಳ್ಳಿ ವತಿಯಿಂದ ಸನ್ಮಾನಿಸಲಾಯಿತು. ರೋಟರಿ ಅಧ್ಯಕ್ಷ ಕೃಷ್ಣಮೂರ್ತಿ ಶಿನ್ನ ಅವರು ಸನ್ಮಾನಿಸಿದರು. ರೋಟರಿ ಸದಸ್ಯ ಮತ್ತು ನಿವೃತ್ತ ಶಿಕ್ಷಕ ಉಪಸ್ಥಿತರಿದ್ದರು. ನಿಕಟಪೂರ್ವ ಕಾರ್ಯದರ್ಶಿ ಮಾಲತಿ ಕಾರ್ಯಕ್ರಮ ನಿರ್ವಹಿಸಿದರು. ಕಾರ್ಯದರ್ಶಿ ರಾಮನಾಥ್ ಚಿತ್ತಾಲ್ ವಂದಿಸಿದರು. [45, 1188, 266, 1364]
navaratri-photo [293, 793, 682, 947]
ad2-portraits [1230, 1826, 1299, 2054]
nss-photo-2 [490, 1294, 682, 1432]
left-column [45, 207, 275, 1364]
ad1-case: ML: 01/21-22 [55, 1826, 124, 2039]
dasara-photo [703, 793, 1092, 962]
puja-caption: ಜೇರ್ಗೊಡ್ಡಾದ ಸಮಿತಿ ಕುಂದಾಪುರ: ಶ್ರೀ ವಿಷ್ಣುಮೂರ್ತಿ ದೇವಸ್ಥಾನ ಇಲ್ಲಿ ಜೇರ್ಗೊಡ್ಡಾದ ಪ್ರತಿಯೆ ಪ್ರತಿಯೊಂದು ಪೂಜೆಯ ಪ್ರತಿಷ್ಠೆ ಕಾರ್ಯಕ್ರಮ ಶುಕ್ರವಾರ ವೇದಮೂರ್ತಿ ಕೃಷ್ಣರಾಜ ತಂತ್ರಿ ಅವರ ನೇತೃತ್ವದಲ್ಲಿ ಧಾರ್ಮಿಕ ವಿಧಿ ವಿಧಾನಗಳೊಂದಿಗೆ ನೆರವೇರಿತು. ಶ್ರೀಕ್ಷೇತ್ರದ ಅನುವಂಶಿಕ ಆಡಳಿತ ಮೊಕ್ತೇಸರ ಕೃಷ್ಣ ಶೆಟ್ಟಿ ಜೇರ್ಗೊಡ್ಡಾದ ಸಮಿತಿ ಅಧ್ಯಕ್ಷ ಎಂ.ಕೆ. ಶೆಟ್ಟಿ ಹಾಗೂ ಪ್ರಮುಖರು, ಭಕ್ತಾದಿಗಳು ಭಾಗವಹಿಸಿದ್ದರು. [703, 1477, 1089, 1562]
issue-date: ಭಾನುವಾರ 07, ಸೆಪ್ಟೆಂಬರ್ 2025 [45, 166, 352, 190]
story2-headline: ಯೋಗಾಸನದಲ್ಲಿ ರಾಷ್ಟ್ರ ಮಟ್ಟಕ್ಕೆ ಆಯ್ಕೆ: ಸನ್ಮಾನ [45, 1014, 214, 1069]
lead-bullets [1206, 330, 1504, 445]
nss-photo-1 [293, 1294, 485, 1432]
ad1-case3: 226/2024-25 [393, 1931, 453, 1942]
ad2-rows [1036, 1826, 1230, 2054]
ad2-sign2: ಸಹಿ/- ಪ್ರಧಾನ ವ್ಯವಸ್ಥಾಪಕರು [1403, 2209, 1494, 2220]
ad1-title2: ಕುಂದಾಪುರ ಉಪವಿಭಾಗ, ಕುಂದಾಪುರ ಇವರ ನ್ಯಾಯಾಲಯದಲ್ಲಿ [198, 1736, 444, 1750]
ad2-title [966, 1718, 1494, 1769]
story1-body: ಮಡಿಕೇರಿ: ಕೇಂದ್ರ ಸರಕಾರ ಇತ್ತೀಚೆಗೆ ಘೋಷಿಸಿರುವ ಹೊಸ ಜಿಎಸ್‌ಟಿ ನೀತಿ ದೇಶದ ಅಭಿವೃದ್ಧಿಗೆ ಪೂರಕವಾಗಿದೆ. ಶೇ.12 ಮತ್ತು ಶೇ.28ರ ತೆರಿಗೆ ಸ್ಲ್ಯಾಬ್‌ಗಳನ್ನು ತೆಗೆದು ಹಾಕಿ ಶೇ.5 ಮತ್ತು ಶೇ.18ರ ಸ್ಲ್ಯಾಬ್ ಮಾತ್ರ ಉಳಿಸಿರುವುದು ಸ್ವಾಗತಾರ್ಹ ಕ್ರಮವಾಗಿದೆ ಎಂದು ಕೊಡಗು ಜಿಲ್ಲಾ ಬಿಜೆಪಿ ಅಧ್ಯಕ್ಷ ನಾಪಂಡ ರವಿ ಕಾಳಪ್ಪ ಅವರು ತಿಳಿಸಿದ್ದಾರೆ. ಪತ್ರಿಕಾ ಪ್ರಕಟಣೆ ನೀಡಿರುವ ಅವರು ಪ್ರಧಾನಮಂತ್ರಿ ನರೇಂದ್ರ ಮೋದಿ ಅವರ ನೇತೃತ್ವದ ಕೇಂದ್ರ ಸರಕಾರ ಜನಸಾಮಾನ್ಯರ ಹಿತದೃಷ್ಟಿಯಿಂದ ಜಿಎಸ್‌ಟಿ ನೀತಿಯನ್ನು ಸರಳೀಕರಣಗೊಳಿಸಿದೆ. ದಿನಬಳಕೆಯ ವಸ್ತುಗಳ ಬೆಲೆ ಕಡಿಮೆಯಾಗಲಿದ್ದು ಬಡವರ ಹಾಗೂ ಮಧ್ಯಮ ವರ್ಗದವರಿಗೆ ಅನುಕೂಲವಾಗಲಿದೆ. ಕೃಷಿ ಯಂತ್ರೋಪಕರಣ, ಟ್ರ್ಯಾಕ್ಟರ್, ಸ್ಪ್ರೇಯರ್ ಮತ್ತು ಹನಿ ನೀರಾವರಿ ಸಂಬಂಧಿತ ವಸ್ತುಗಳ ಮೇಲಿನ ತೆರಿಗೆಯನ್ನು ಶೇ.12ರಿಂದ ಶೇ.5ಕ್ಕೆ ಇಳಿಸಲಾಗಿದೆ. ಜೀವ ವಿಮೆ ಮತ್ತು ಆರೋಗ್ಯ ವಿಮೆಯ ಮೇಲಿನ ತೆರಿಗೆ ರದ್ದು ಮಾಡಿರುವುದು ಜನರಿಗೆ ನೆಮ್ಮದಿ ತಂದಿದೆ. ಗೃಹ ನಿರ್ಮಾಣದ ವಸ್ತುಗಳ ಮೇಲಿನ ತೆರಿಗೆ ಇಳಿಕೆಯಿಂದ ಮನೆ ಕಟ್ಟುವವರಿಗೂ ಅನುಕೂಲವಾಗಲಿದೆ ಎಂದು ಅವರು ಹೇಳಿದ್ದಾರೆ. [135, 326, 266, 841]
avg-photo [1113, 759, 1504, 928]
